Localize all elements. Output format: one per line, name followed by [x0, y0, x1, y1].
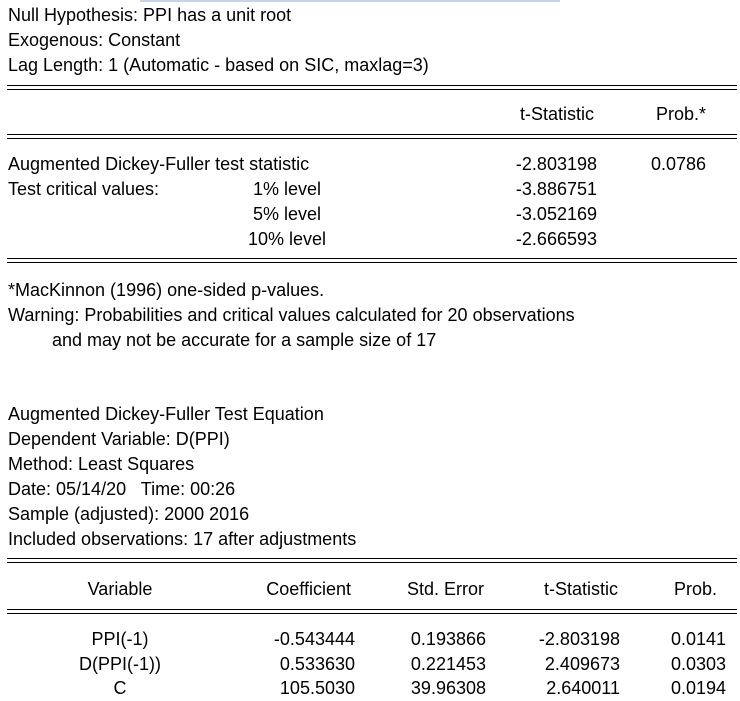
warning-line-2: and may not be accurate for a sample size of 17	[52, 330, 437, 350]
exogenous-text: Exogenous: Constant	[8, 30, 181, 50]
adf-statistic-prob: 0.0786	[650, 154, 706, 174]
mackinnon-note: *MacKinnon (1996) one-sided p-values.	[8, 280, 325, 300]
warning-line-1: Warning: Probabilities and critical values calculated for 20 observations	[8, 305, 575, 325]
null-hypothesis-text: Null Hypothesis: PPI has a unit root	[8, 5, 292, 25]
coef-row-3-std-error: 39.96308	[410, 678, 486, 698]
crit-level-value-2: -3.052169	[515, 204, 597, 224]
coef-row-3-prob: 0.0194	[670, 678, 726, 698]
coef-row-3-tstat: 2.640011	[546, 678, 620, 698]
method-text: Method: Least Squares	[8, 454, 195, 474]
coef-header-prob: Prob.	[673, 579, 717, 599]
crit-level-value-1: -3.886751	[515, 179, 597, 199]
crit-level-label-3: 10% level	[248, 229, 327, 249]
crit-level-value-3: -2.666593	[515, 229, 597, 249]
adf-col-tstat-header: t-Statistic	[519, 104, 594, 124]
adf-table-top-rule-1	[7, 85, 737, 86]
adf-statistic-label: Augmented Dickey-Fuller test statistic	[8, 154, 310, 174]
equation-title: Augmented Dickey-Fuller Test Equation	[8, 404, 324, 424]
coef-row-1-coefficient: -0.543444	[273, 629, 355, 649]
coef-row-1-variable: PPI(-1)	[91, 629, 149, 649]
coef-row-2-variable: D(PPI(-1))	[79, 654, 161, 674]
adf-header-rule-1	[7, 134, 737, 135]
coef-row-2-prob: 0.0303	[670, 654, 726, 674]
coef-header-rule-2	[7, 613, 737, 614]
coef-table-top-rule-2	[7, 562, 737, 563]
coef-row-3-variable: C	[113, 678, 127, 698]
coef-header-coefficient: Coefficient	[266, 579, 351, 599]
coef-row-1-std-error: 0.193866	[410, 629, 486, 649]
sample-text: Sample (adjusted): 2000 2016	[8, 504, 250, 524]
coef-row-1-tstat: -2.803198	[538, 629, 620, 649]
coef-header-rule-1	[7, 609, 737, 610]
lag-length-text: Lag Length: 1 (Automatic - based on SIC, maxlag=3)	[8, 55, 429, 75]
coef-row-2-tstat: 2.409673	[544, 654, 620, 674]
coef-row-2-coefficient: 0.533630	[279, 654, 355, 674]
adf-statistic-value: -2.803198	[515, 154, 597, 174]
top-edge-strip	[140, 0, 560, 2]
coef-header-std-error: Std. Error	[406, 579, 484, 599]
date-time-text: Date: 05/14/20 Time: 00:26	[8, 479, 236, 499]
critical-values-label: Test critical values:	[8, 179, 160, 199]
coef-header-tstat: t-Statistic	[543, 579, 618, 599]
coef-row-2-std-error: 0.221453	[410, 654, 486, 674]
dependent-variable-text: Dependent Variable: D(PPI)	[8, 429, 230, 449]
coef-table-top-rule-1	[7, 558, 737, 559]
crit-level-label-1: 1% level	[253, 179, 322, 199]
coef-header-variable: Variable	[87, 579, 153, 599]
adf-header-rule-2	[7, 138, 737, 139]
adf-col-prob-header: Prob.*	[655, 104, 706, 124]
crit-level-label-2: 5% level	[253, 204, 322, 224]
adf-table-bottom-rule-1	[7, 258, 737, 259]
adf-table-bottom-rule-2	[7, 262, 737, 263]
coef-row-3-coefficient: 105.5030	[279, 678, 355, 698]
included-observations-text: Included observations: 17 after adjustments	[8, 529, 357, 549]
coef-row-1-prob: 0.0141	[670, 629, 726, 649]
adf-table-top-rule-2	[7, 89, 737, 90]
